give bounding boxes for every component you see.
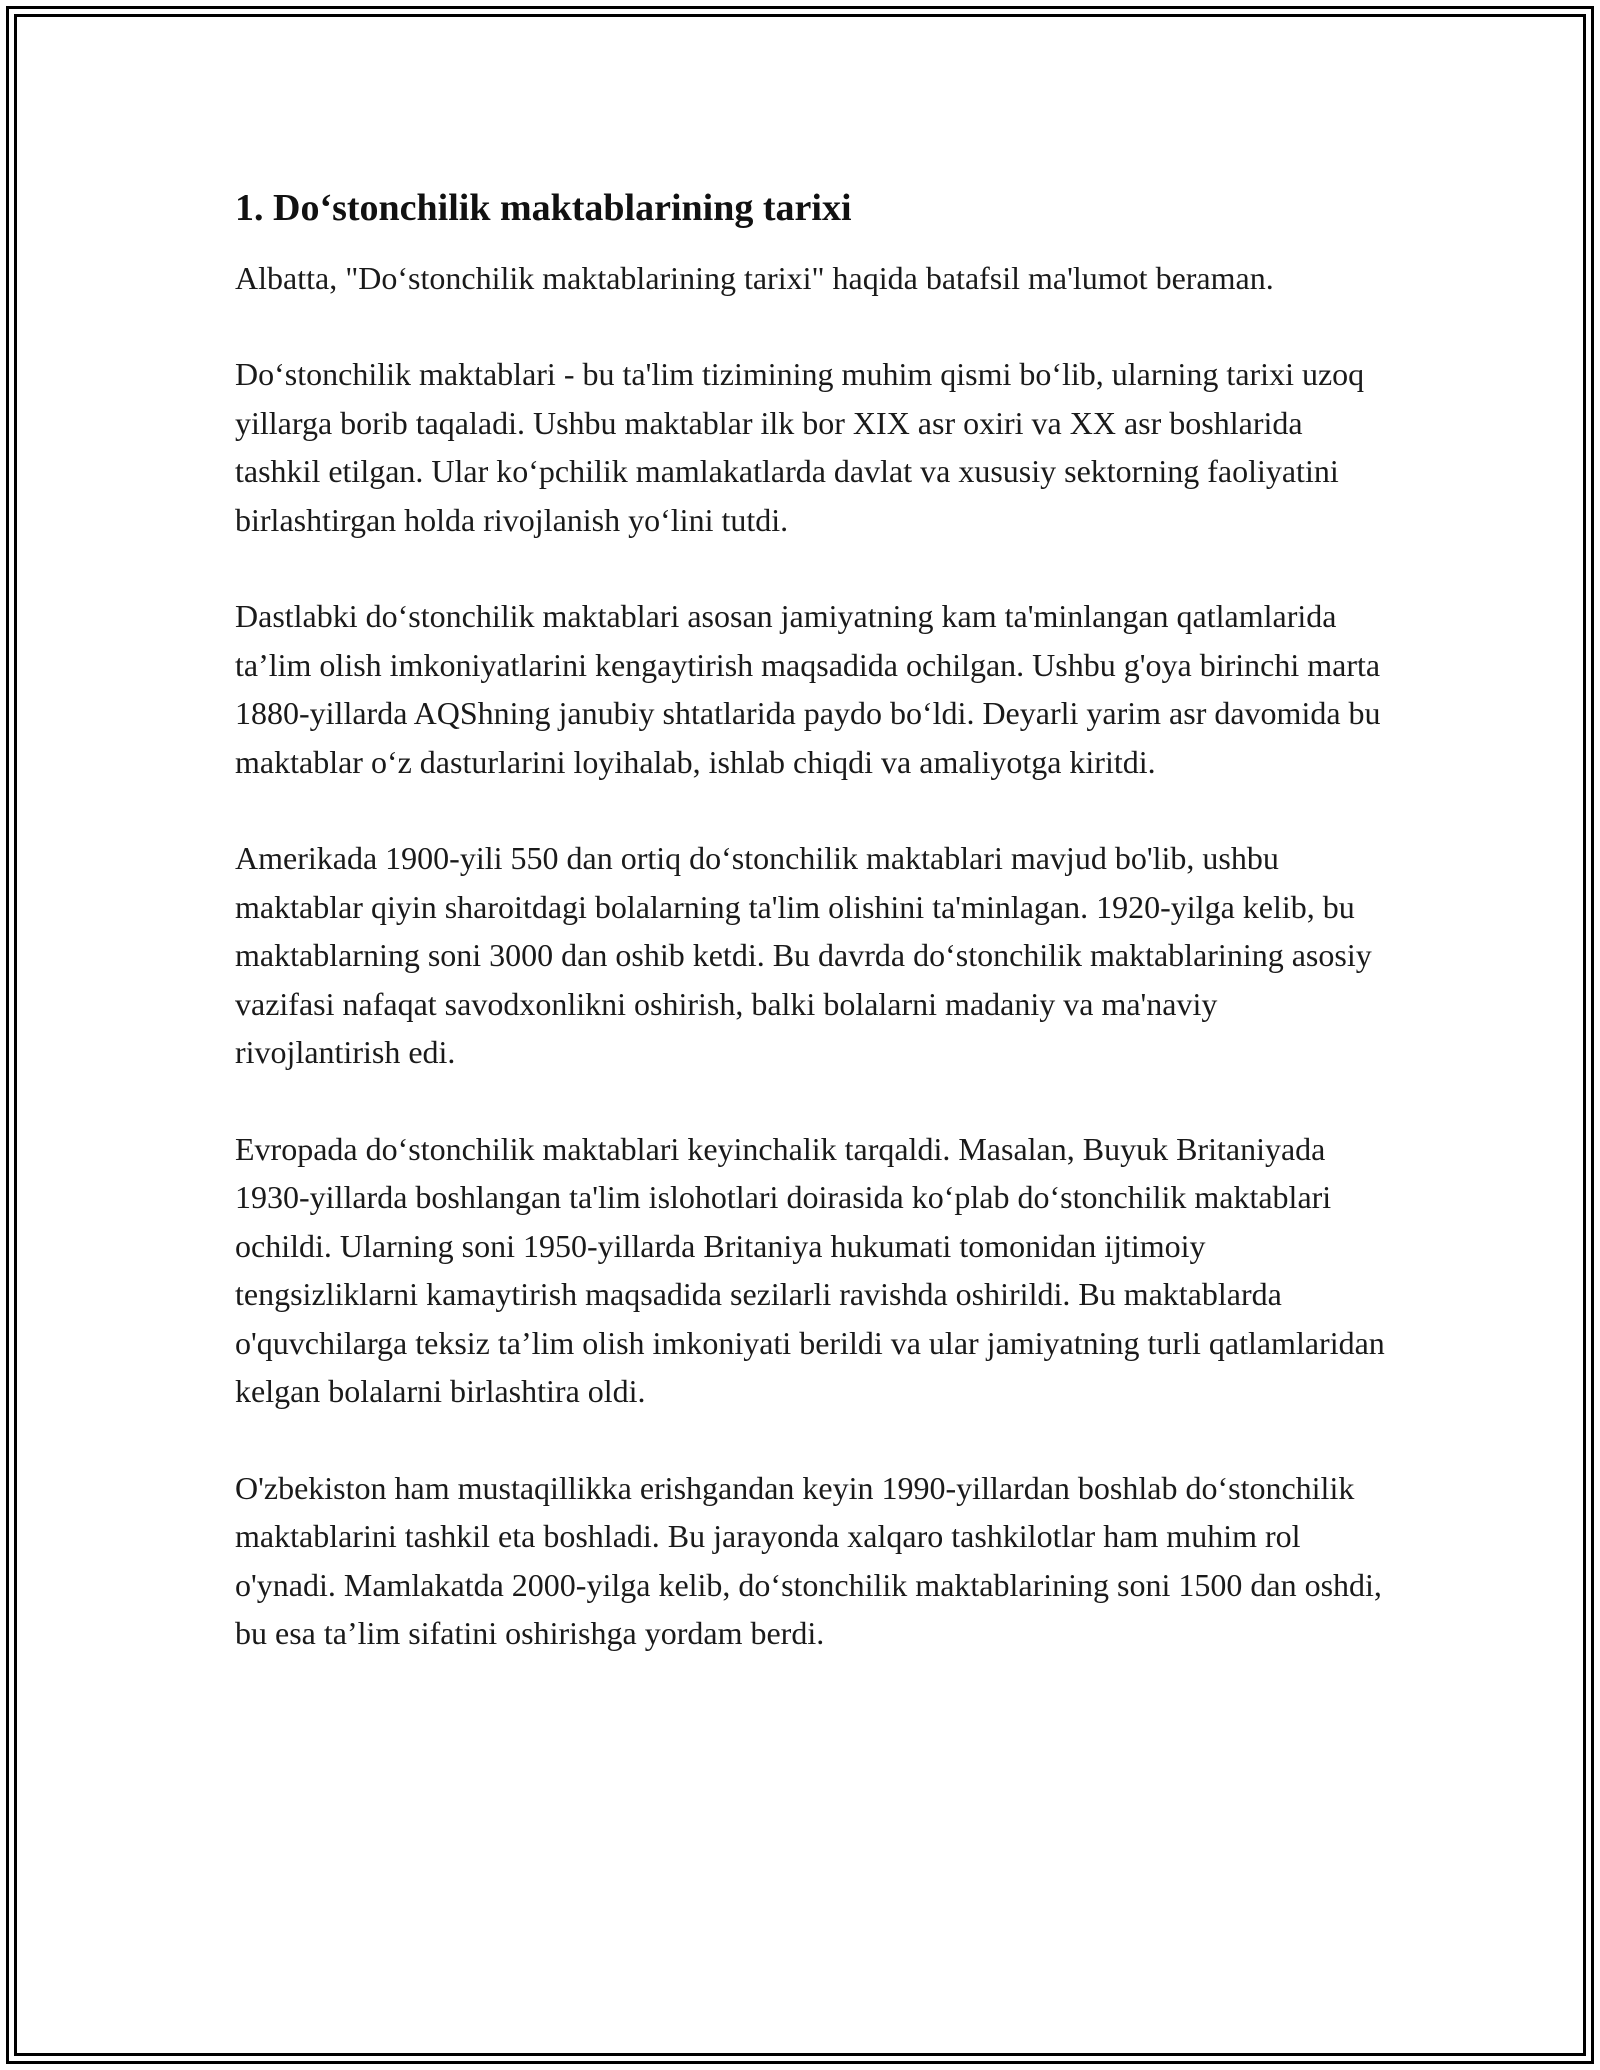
paragraph-origins: Dastlabki do‘stonchilik maktablari asosan jamiyatning kam ta'minlangan qatlamlarida ta’lim olish imkoniyatlarini kengaytirish maqsadida ochilgan. Ushbu g'oya birinchi marta 1880-yillarda AQShning janubiy shtatlarida paydo bo‘ldi. Deyarli yarim asr davomida bu maktablar o‘z dasturlarini loyihalab, ishlab chiqdi va amaliyotga kiritdi.: [235, 598, 1381, 780]
paragraph-europe: Evropada do‘stonchilik maktablari keyinchalik tarqaldi. Masalan, Buyuk Britaniyada 1930-yillarda boshlangan ta'lim islohotlari doirasida ko‘plab do‘stonchilik maktablari ochildi. Ularning soni 1950-yillarda Britaniya hukumati tomonidan ijtimoiy tengsizliklarni kamaytirish maqsadida sezilarli ravishda oshirildi. Bu maktablarda o'quvchilarga teksiz ta’lim olish imkoniyati berildi va ular jamiyatning turli qatlamlaridan kelgan bolalarni birlashtira oldi.: [235, 1130, 1385, 1410]
paragraph-overview: Do‘stonchilik maktablari - bu ta'lim tizimining muhim qismi bo‘lib, ularning tarixi uzoq yillarga borib taqaladi. Ushbu maktablar ilk bor XIX asr oxiri va XX asr boshlarida tashkil etilgan. Ular ko‘pchilik mamlakatlarda davlat va xususiy sektorning faoliyatini birlashtirgan holda rivojlanish yo‘lini tutdi.: [235, 356, 1365, 538]
paragraph-intro: Albatta, "Do‘stonchilik maktablarining tarixi" haqida batafsil ma'lumot beraman.: [235, 259, 1274, 296]
document-title: 1. Do‘stonchilik maktablarining tarixi: [235, 187, 852, 229]
document-body: [235, 186, 1385, 1706]
paragraph-uzbekistan: O'zbekiston ham mustaqillikka erishgandan keyin 1990-yillardan boshlab do‘stonchilik maktablarini tashkil eta boshladi. Bu jarayonda xalqaro tashkilotlar ham muhim rol o'ynadi. Mamlakatda 2000-yilga kelib, do‘stonchilik maktablarining soni 1500 dan oshdi, bu esa ta’lim sifatini oshirishga yordam berdi.: [235, 1469, 1382, 1652]
paragraph-america: Amerikada 1900-yili 550 dan ortiq do‘stonchilik maktablari mavjud bo'lib, ushbu maktablar qiyin sharoitdagi bolalarning ta'lim olishini ta'minlagan. 1920-yilga kelib, bu maktablarning soni 3000 dan oshib ketdi. Bu davrda do‘stonchilik maktablarining asosiy vazifasi nafaqat savodxonlikni oshirish, balki bolalarni madaniy va ma'naviy rivojlantirish edi.: [235, 840, 1372, 1071]
